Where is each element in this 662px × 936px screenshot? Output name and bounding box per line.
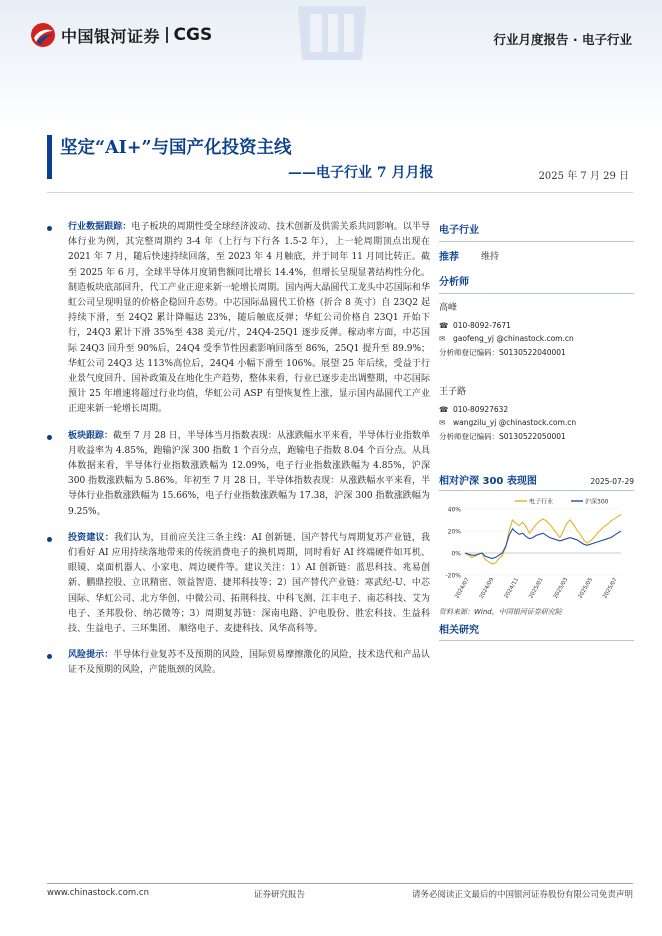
title-divider [47,192,633,193]
bullet-investment-advice [44,531,430,637]
analysts-title: 分析师 [439,273,634,294]
related-research-title: 相关研究 [439,621,634,641]
chart-source: 资料来源：Wind，中国银河证券研究院 [439,608,562,616]
analyst-email[interactable]: ✉ gaofeng_yj @chinastock.com.cn [439,334,574,343]
rating-label: 推荐 [439,252,459,263]
chart-svg [439,495,634,603]
bullet-dot-icon [47,654,52,659]
footer-website[interactable]: www.chinastock.com.cn [47,888,149,898]
sidebar [439,221,634,641]
phone-icon: ☎ [439,405,449,414]
bullet-sector-tracking [44,429,430,520]
analyst-name: 王子路 [439,387,467,397]
bullet-risk-warning [44,648,430,678]
bullet-label: 投资建议： [68,532,114,543]
logo-english-name: CGS [173,25,213,45]
report-title: 坚定“AI+”与国产化投资主线 [60,138,292,158]
y-tick-label: 40% [447,506,461,514]
y-tick-label: 0% [451,550,461,558]
title-accent-bar [47,135,52,179]
galaxy-logo-icon [30,22,56,48]
legend-label: 电子行业 [529,498,554,506]
report-date: 2025 年 7 月 29 日 [538,171,629,182]
chart-title: 相对沪深 300 表现图 [439,476,537,487]
company-logo [30,22,212,48]
bullet-dot-icon [47,226,52,231]
y-tick-label: -20% [445,572,461,580]
x-tick-label: 2025/03 [552,577,570,600]
analyst-email[interactable]: ✉ wangzilu_yj @chinastock.com.cn [439,418,577,427]
main-content [44,220,430,690]
bullet-label: 板块跟踪： [68,430,114,441]
report-subtitle: ——电子行业 7 月月报 [288,165,434,181]
analyst-phone: ☎ 010-8092-7671 [439,321,511,330]
rating [439,248,634,263]
bullet-text: 我们认为，目前应关注三条主线：AI 创新链、国产替代与周期复苏产业链，我们看好 AI 应用持续落地带来的传统消费电子的换机周期，同时看好 AI 终端硬件如耳机、眼镜、桌面机器人、小家电、周边硬件等。建议关注：1）AI 创新链：蓝思科技、兆易创新、鹏鼎控股、立讯精密、领益智造、捷邦科技等；2）国产替代产业链：寒武纪-U、中芯国际、华虹公司、北方华创、中微公司、拓荆科技、中科飞测、江丰电子、南芯科技、艾为电子、圣邦股份、纳芯微等；3）周期复苏链：深南电路、沪电股份、胜宏科技、生益科技、生益电子、三环集团、 顺络电子、麦捷科技、风华高科等。 [68,532,430,635]
x-tick-label: 2024/11 [503,577,521,600]
bullet-dot-icon [47,435,52,440]
chart-header [439,472,634,491]
bullet-data-tracking [44,220,430,418]
bullet-dot-icon [47,537,52,542]
relative-performance-chart [439,495,634,603]
footer-disclaimer: 请务必阅读正文最后的中国银河证券股份有限公司免责声明 [411,890,633,900]
x-tick-label: 2024/09 [478,577,496,600]
logo-chinese-name: 中国银河证券 [61,26,161,46]
bullet-label: 行业数据跟踪： [68,222,132,232]
logo-separator [166,27,168,43]
footer-center-label: 证券研究报告 [254,890,306,900]
analyst-cert: 分析师登记编码：S0130522040001 [439,348,566,357]
email-icon: ✉ [439,334,446,343]
analyst-name: 高峰 [439,303,458,313]
y-tick-label: 20% [447,528,461,536]
footer-divider [47,883,633,884]
x-tick-label: 2024/07 [454,577,471,600]
legend-label: 沪深300 [585,498,609,506]
bullet-text: 截至 7 月 28 日，半导体当月指数表现：从涨跌幅水平来看，半导体行业指数单月收益率为 4.85%，跑输沪深 300 指数 1 个百分点，跑输电子指数 8.04 个百分点。从具体数据来看，半导体行业指数涨跌幅为 12.09%，电子行业指数涨跌幅为 4.85%，沪深 300 指数涨跌幅为 5.86%。年初至 7 月 28 日，半导体指数表现：从涨跌幅水平来看，半导体行业指数涨跌幅为 15.66%，电子行业指数涨跌幅为 17.38，沪深 300 指数涨跌幅为 9.25%。 [68,430,430,517]
x-tick-label: 2025/07 [602,577,619,600]
bullet-text: 半导体行业复苏不及预期的风险，国际贸易摩擦激化的风险，技术迭代和产品认证不及预期的风险，产能瓶颈的风险。 [68,650,430,676]
bullet-text: 电子板块的周期性受全球经济波动、技术创新及供需关系共同影响。以半导体行业为例，其完整周期约 3-4 年（上行与下行各 1.5-2 年），上一轮周期顶点出现在 2021 年 7 月，随后快速持续回落，至 2023 年 4 月触底，并于同年 11 月同比转正。截至 2025 年 6 月，全球半导体月度销售额同比增长 14.4%，但增长呈现显著结构性分化。制造板块底部回升，代工产业正迎来新一轮增长周期。国内两大晶圆代工龙头中芯国际和华虹公司呈现明显的价格企稳回升态势。中芯国际晶圆代工价格（折合 8 英寸）自 23Q2 起持续下滑，至 24Q2 累计降幅达 23%，随后触底反弹；华虹公司价格自 23Q1 开始下行，24Q3 累计下滑 35%至 438 美元/片，24Q4-25Q1 逐步反弹。稼动率方面，中芯国际 24Q3 回升至 90%后，24Q4 受季节性因素影响回落至 86%，25Q1 提升至 89.9%；华虹公司 24Q3 达 113%高位后，24Q4 小幅下滑至 106%。展望 25 年后续，受益于行业景气度回升、国补政策及在地化生产趋势，整体来看，行业已逐步走出调整期，中芯国际预计 25 年增速将超过行业均值，华虹公司 ASP 有望恢复性上涨，显示国内晶圆代工产业正迎来新一轮增长周期。 [68,222,430,415]
watermark-logo-icon [292,4,372,62]
analyst-cert: 分析师登记编码：S0130522050001 [439,432,566,441]
series-line-electronics [465,515,621,565]
phone-icon: ☎ [439,321,449,330]
x-tick-label: 2025/05 [577,577,595,600]
x-tick-label: 2025/01 [528,577,545,600]
industry-title: 电子行业 [439,221,634,242]
bullet-label: 风险提示： [68,650,114,661]
chart-date: 2025-07-29 [590,477,634,486]
email-icon: ✉ [439,418,446,427]
rating-value: 维持 [481,252,500,262]
analyst-phone: ☎ 010-80927632 [439,405,509,414]
report-type: 行业月度报告 · 电子行业 [493,32,632,47]
